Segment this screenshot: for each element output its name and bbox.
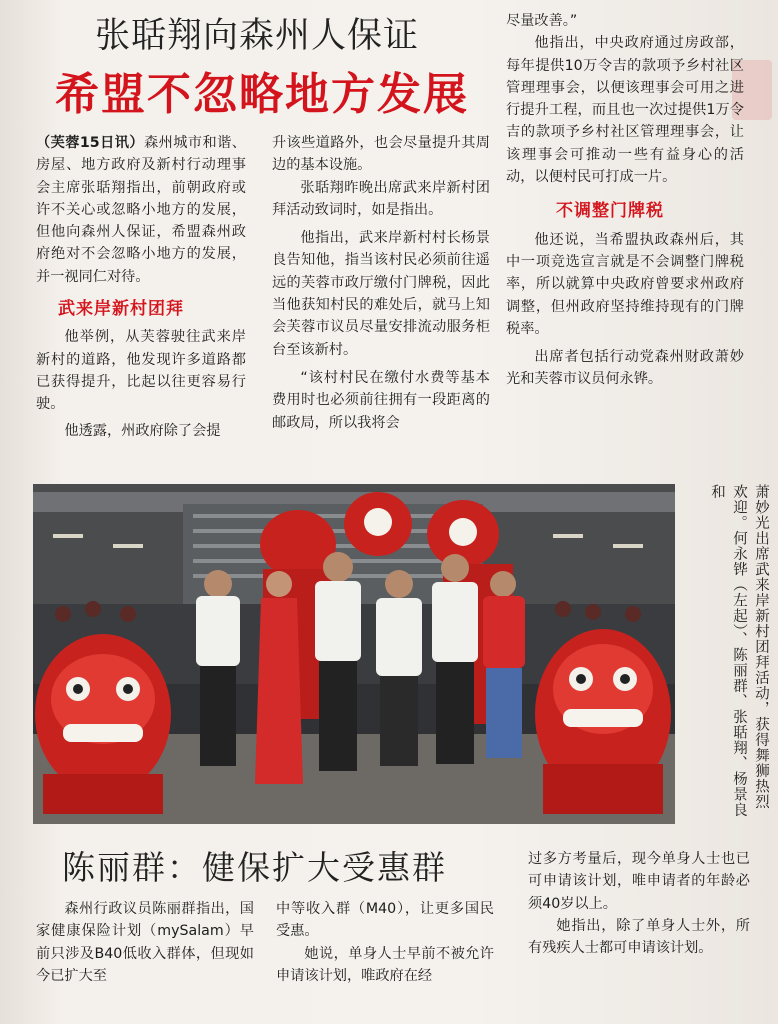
paragraph: 张聒翔昨晚出席武来岸新村团拜活动致词时，如是指出。 [272,179,490,218]
photo-caption: 萧妙光出席武来岸新村团拜活动，获得舞狮热烈欢迎。何永铧（左起）、陈丽群、张聒翔、杨景良和 [709,484,769,818]
subheading-door-tax: 不调整门牌税 [556,201,664,222]
paragraph: 升该些道路外，也会尽量提升其周边的基本设施。 [272,135,490,174]
article1-column-3 [506,10,744,391]
paragraph: 尽量改善。” [506,13,578,29]
lion-dance-left [35,634,171,814]
paragraph: 出席者包括行动党森州财政萧妙光和芙蓉市议员何永铧。 [506,349,744,388]
article1-column-2 [272,132,490,434]
paragraph: 她指出，除了单身人士外，所有残疾人士都可申请该计划。 [528,917,750,957]
lion-dance-right [535,629,671,814]
article2-column-1 [36,898,254,987]
article-kicker-headline: 张聒翔向森州人保证 [95,16,420,56]
subheading-wulaian: 武来岸新村团拜 [58,299,184,320]
paragraph: 他指出，武来岸新村村长杨景良告知他，指当该村民必须前往遥远的芙蓉市政厅缴付门牌税，因此当他获知村民的难处后，就马上知会芙蓉市议员尽量安排流动服务柜台至该新村。 [272,230,490,358]
paragraph: 他透露，州政府除了会提 [64,422,221,439]
article-main-headline: 希盟不忽略地方发展 [55,69,469,120]
paragraph: 中等收入群（M40），让更多国民受惠。 [276,901,494,940]
paragraph: 过多方考量后，现今单身人士也已可申请该计划，唯申请者的年龄必须40岁以上。 [528,851,750,912]
paragraph: 他举例，从芙蓉驶往武来岸新村的道路，他发现许多道路都已获得提升，比起以往更容易行驶。 [36,329,246,413]
paragraph: “该村村民在缴付水费等基本费用时也必须前往拥有一段距离的邮政局，所以我将会 [272,369,490,431]
photo-illustration [33,484,675,824]
paragraph: 他指出，中央政府通过房政部，每年提供10万令吉的款项予乡村社区管理理事会，以便该理事会可用之进行提升工程，而且也一次过提供1万令吉的款项予乡村社区管理理事会，让该理事会可推动一些有益身心的活动，以便村民可打成一片。 [506,35,744,186]
article2-headline: 陈丽群：健保扩大受惠群 [62,848,447,887]
dateline: （芙蓉15日讯） [36,135,144,151]
paragraph: 他还说，当希盟执政森州后，其中一项竞选宣言就是不会调整门牌税率，所以就算中央政府曾要求州政府调整，但州政府坚持维持现有的门牌税率。 [506,231,744,337]
news-photo [33,484,675,824]
article1-column-1 [36,132,246,442]
article2-column-2 [276,898,494,987]
paragraph: 她说，单身人士早前不被允许申请该计划，唯政府在经 [276,945,494,984]
paragraph-text: 森州城市和谐、房屋、地方政府及新村行动理事会主席张聒翔指出，前朝政府或许不关心或忽略小地方的发展，但他向森州人保证，希盟森州政府绝对不会忽略小地方的发展，并一视同仁对待。 [36,135,246,285]
lead-paragraph [36,132,246,288]
paragraph: 森州行政议员陈丽群指出，国家健康保险计划（mySalam）早前只涉及B40低收入群体，但现如今已扩大至 [36,901,254,984]
article2-column-3 [528,848,750,959]
